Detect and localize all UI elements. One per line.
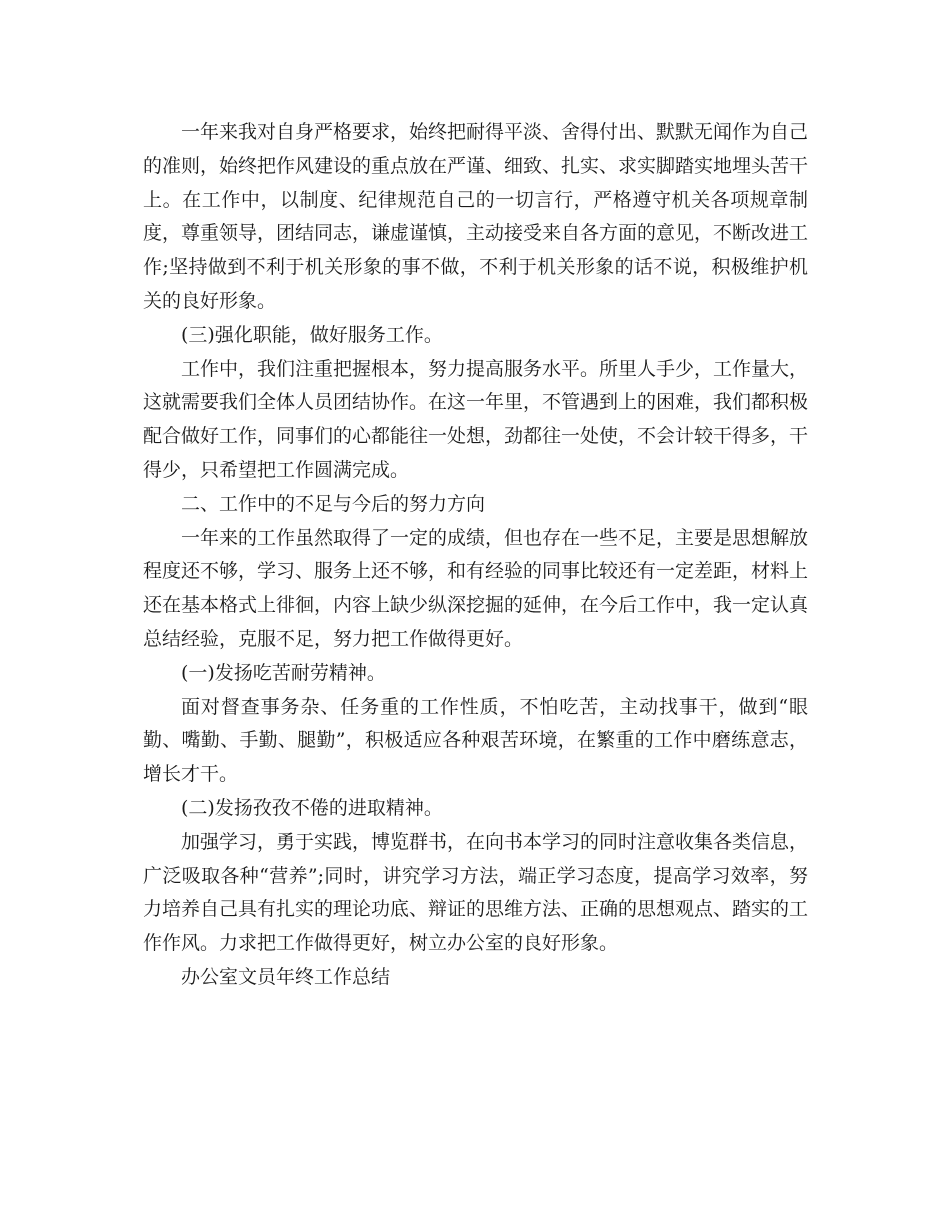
heading-enterprising-spirit: (二)发扬孜孜不倦的进取精神。 xyxy=(181,796,443,819)
paragraph-service-work: 工作中，我们注重把握根本，努力提高服务水平。所里人手少，工作量大，这就需要我们全体人员团结协作。在这一年里，不管遇到上的困难，我们都积极配合做好工作，同事们的心都能往一处想，劲都往一处使，不会计较干得多，干得少，只希望把工作圆满完成。 xyxy=(143,357,809,481)
paragraph-learning: 加强学习，勇于实践，博览群书，在向书本学习的同时注意收集各类信息，广泛吸取各种“营养”;同时，讲究学习方法，端正学习态度，提高学习效率，努力培养自己具有扎实的理论功底、辩证的思维方法、正确的思想观点、踏实的工作作风。力求把工作做得更好，树立办公室的良好形象。 xyxy=(143,830,809,955)
paragraph-hardworking: 面对督查事务杂、任务重的工作性质，不怕吃苦，主动找事干，做到“眼勤、嘴勤、手勤、腿勤”，积极适应各种艰苦环境，在繁重的工作中磨练意志，增长才干。 xyxy=(143,695,808,786)
heading-strengthen-functions: (三)强化职能，做好服务工作。 xyxy=(181,323,443,346)
paragraph-shortcomings: 一年来的工作虽然取得了一定的成绩，但也存在一些不足，主要是思想解放程度还不够，学习、服务上还不够，和有经验的同事比较还有一定差距，材料上还在基本格式上徘徊，内容上缺少纵深挖掘的延伸，在今后工作中，我一定认真总结经验，克服不足，努力把工作做得更好。 xyxy=(143,526,809,650)
heading-shortcomings-direction: 二、工作中的不足与今后的努力方向 xyxy=(181,492,486,515)
document-body xyxy=(143,116,808,995)
paragraph-self-discipline: 一年来我对自身严格要求，始终把耐得平淡、舍得付出、默默无闻作为自己的准则，始终把作风建设的重点放在严谨、细致、扎实、求实脚踏实地埋头苦干上。在工作中，以制度、纪律规范自己的一切言行，严格遵守机关各项规章制度，尊重领导，团结同志，谦虚谨慎，主动接受来自各方面的意见，不断改进工作;坚持做到不利于机关形象的事不做，不利于机关形象的话不说，积极维护机关的良好形象。 xyxy=(143,121,809,312)
heading-year-end-summary-title: 办公室文员年终工作总结 xyxy=(181,965,391,988)
heading-hardworking-spirit: (一)发扬吃苦耐劳精神。 xyxy=(181,661,386,684)
